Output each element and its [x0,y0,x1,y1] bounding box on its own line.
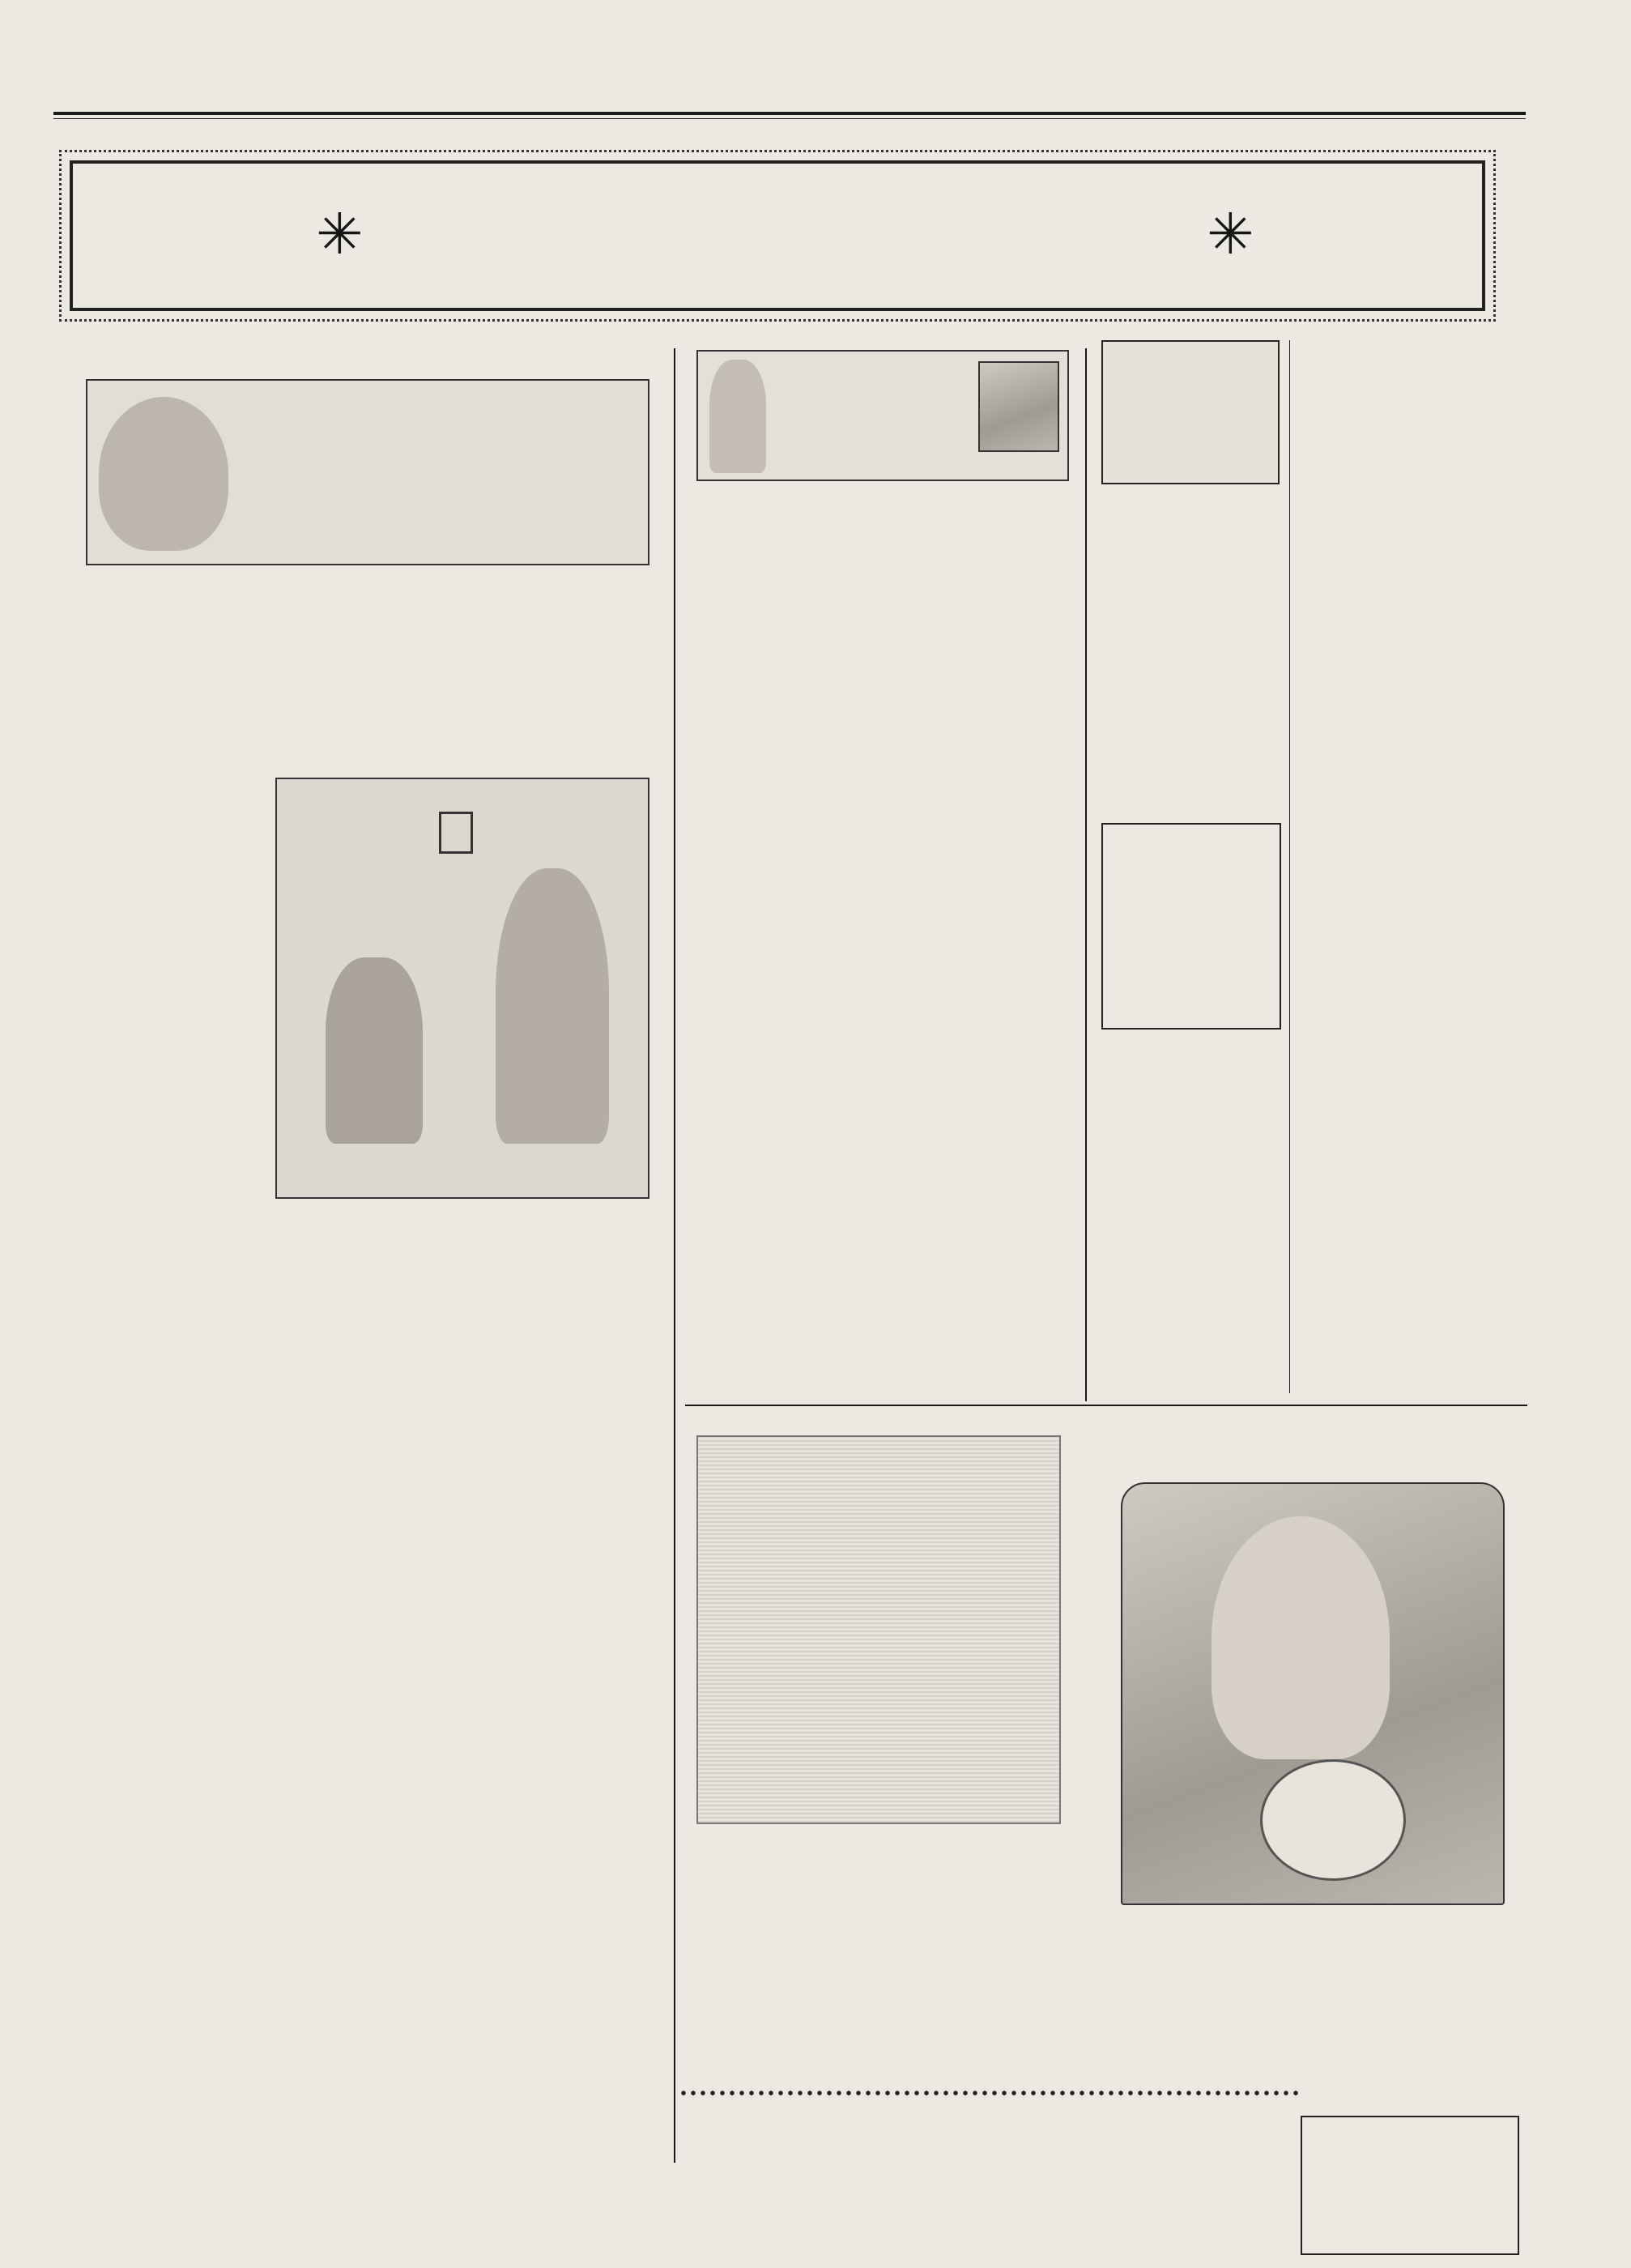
cake-icon [1260,1759,1406,1881]
fashion-caption [696,1832,1061,2100]
english-ad-box [1301,2116,1519,2255]
jingle-lower-col-2 [243,1252,428,2159]
jingle-lower-col-1 [53,1252,233,2159]
jingle-col-1 [53,575,233,1256]
beauty-col-1 [693,525,876,1335]
hints-col-2 [1297,339,1514,1392]
prisoner-figure-icon [326,957,423,1144]
flavoring-col-1 [1098,1931,1294,2174]
masthead-box [70,160,1485,311]
jingle-bells-banner [86,379,649,565]
wall-picture-icon [439,812,473,854]
jingle-bells-figure-icon [99,397,228,551]
masthead-arrow-left-icon: ✳ [316,201,364,267]
hints-banner [1101,340,1280,484]
column-rule-right [1085,348,1087,1401]
roadside-menu-box [1101,823,1281,1030]
beauty-figure-icon [709,360,766,473]
order-ad-top-border [679,2090,1302,2096]
mid-horizontal-rule [685,1405,1527,1406]
flavoring-photo [1121,1482,1505,1905]
flavoring-col-2 [1302,1931,1518,2109]
header-rule [53,112,1526,115]
fashion-photo-grid [696,1435,1061,1824]
woman-figure-icon [1212,1516,1390,1759]
standing-man-figure-icon [496,868,609,1144]
column-rule-left [674,348,675,2163]
jingle-col-3 [437,575,649,771]
hints-rule [1289,340,1290,1393]
jingle-col-2 [243,575,428,771]
masthead-arrow-right-icon: ✳ [1207,201,1254,267]
beauty-banner [696,350,1069,481]
header-rule-thin [53,118,1526,119]
rubinstein-portrait [978,361,1059,452]
beauty-col-2 [886,525,1071,1238]
jingle-lower-col-3 [437,1252,649,2062]
hints-col-1 [1101,491,1281,1309]
jingle-illustration [275,778,649,1199]
